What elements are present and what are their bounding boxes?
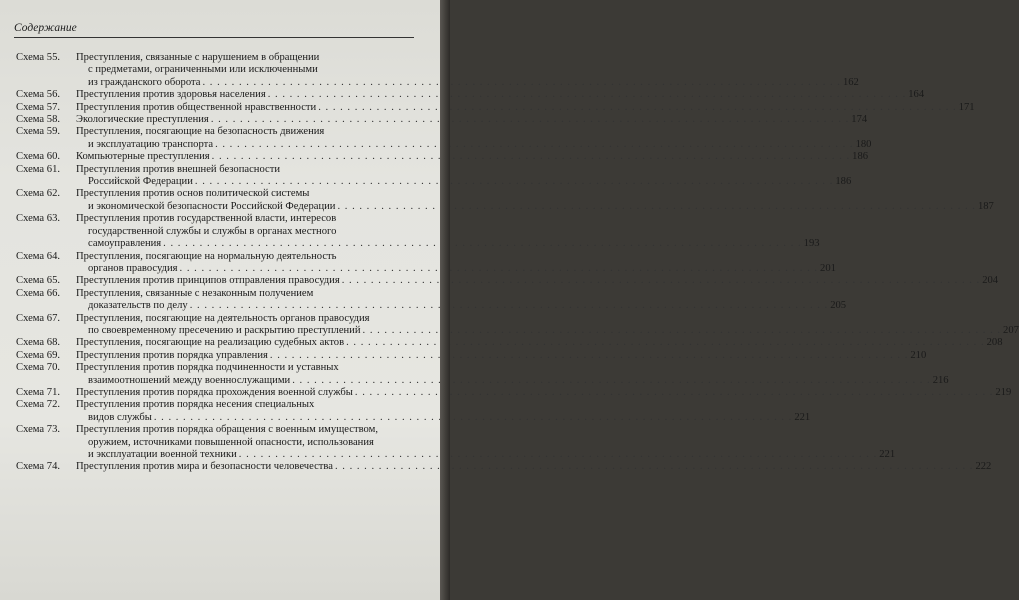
toc-entry-title-line: Преступления против общественной нравственности (76, 101, 317, 113)
toc-entry-page-number: 216 (932, 374, 949, 386)
toc-entry-title-line: доказательств по делу (88, 300, 188, 312)
toc-entry-number: Схема 60. (16, 151, 61, 163)
toc-entry-title-line: Преступления против принципов отправления правосудия (76, 275, 340, 287)
toc-entry-title-line: Преступления, посягающие на безопасность движения (76, 126, 325, 138)
toc-entry (16, 386, 1012, 399)
dot-leader (152, 412, 794, 424)
toc-entry (16, 461, 992, 473)
dot-leader (200, 77, 842, 89)
toc-entry (16, 362, 949, 387)
toc-entry-title-line: Преступления, посягающие на реализацию судебных актов (76, 337, 345, 349)
dot-leader (209, 114, 851, 126)
toc-entry-page-number: 193 (803, 238, 820, 250)
toc-entry-title-line: Экологические преступления (76, 114, 209, 126)
page-header: Содержание (14, 22, 414, 38)
toc-entry-page-number: 205 (830, 300, 847, 312)
toc-entry-page-number: 204 (982, 275, 999, 287)
toc-entry-title-line: Преступления против основ политической системы (76, 188, 310, 200)
toc-entry-page-number: 186 (852, 151, 869, 163)
dot-leader (193, 176, 835, 188)
toc-entry-number: Схема 61. (16, 163, 61, 175)
toc-entry (16, 114, 868, 126)
toc-entry-title-line: Преступления против здоровья населения (76, 89, 266, 101)
toc-entry (16, 399, 811, 424)
toc-entry-page-number: 187 (977, 200, 994, 212)
toc-entry-title-line: Преступления против государственной власти, интересов (76, 213, 337, 225)
toc-entry-title-line: Преступления, связанные с незаконным получением (76, 287, 314, 299)
toc-entry (16, 250, 836, 276)
toc-entry-number: Схема 67. (16, 312, 61, 324)
toc-entry (16, 287, 847, 313)
toc-entry-title-line: Преступления против внешней безопасности (76, 163, 281, 175)
dot-leader (335, 201, 977, 213)
toc-entry-number: Схема 73. (16, 424, 61, 436)
toc-entry (16, 151, 869, 163)
toc-entry-title-line: Преступления против мира и безопасности человечества (76, 461, 333, 473)
toc-entry-number: Схема 58. (16, 114, 61, 126)
toc-entry-number: Схема 69. (16, 349, 61, 361)
toc-entry-title-line: из гражданского оборота (88, 76, 201, 88)
toc-entry-number: Схема 59. (16, 126, 61, 138)
toc-entry-title-line: Преступления против порядка прохождения военной службы (76, 386, 353, 398)
toc-entry (16, 349, 927, 362)
dot-leader (316, 102, 958, 114)
toc-entry-number: Схема 74. (16, 461, 61, 473)
toc-entry-number: Схема 65. (16, 275, 61, 287)
toc-entry-title-line: Преступления, связанные с нарушением в обращении (76, 52, 320, 63)
toc-entry-title-line: оружием, источниками повышенной опасности, использования (88, 436, 374, 448)
dot-leader (340, 275, 982, 287)
toc-entry-number: Схема 64. (16, 250, 61, 262)
dot-leader (161, 238, 803, 250)
toc-entry-number: Схема 55. (16, 52, 61, 63)
toc-entry-page-number: 219 (995, 386, 1012, 398)
dot-leader (237, 449, 879, 461)
toc-entry-number: Схема 70. (16, 362, 61, 374)
toc-entry (16, 126, 872, 151)
toc-entry-page-number: 162 (842, 76, 859, 88)
toc-entry-page-number: 201 (820, 262, 836, 274)
toc-entry-title-line: видов службы (88, 411, 152, 423)
toc-entry-title-line: и эксплуатации военной техники (88, 449, 237, 460)
dot-leader (178, 263, 820, 275)
toc-entry-page-number: 180 (855, 138, 872, 150)
toc-entry-title-line: и эксплуатацию транспорта (88, 138, 214, 150)
toc-entry-title-line: Компьютерные преступления (76, 151, 210, 163)
toc-entry-title-line: взаимоотношений между военнослужащими (88, 374, 291, 386)
dot-leader (361, 325, 1003, 337)
toc-entry (16, 275, 999, 287)
toc-entry-number: Схема 57. (16, 101, 61, 113)
table-of-contents (16, 52, 1019, 474)
toc-entry (16, 424, 896, 461)
toc-entry-title-line: Преступления против порядка подчиненности и уставных (76, 362, 339, 374)
toc-entry-page-number: 171 (958, 101, 975, 113)
toc-entry (16, 89, 925, 101)
toc-entry-number: Схема 66. (16, 287, 61, 299)
toc-entry-number: Схема 71. (16, 386, 61, 398)
toc-entry-number: Схема 63. (16, 213, 61, 225)
toc-entry-page-number: 221 (879, 449, 896, 460)
toc-entry-page-number: 164 (908, 89, 925, 101)
dot-leader (333, 461, 975, 473)
dot-leader (290, 375, 932, 387)
toc-entry-title-line: Преступления, посягающие на нормальную деятельность (76, 250, 337, 262)
toc-entry-page-number: 221 (794, 411, 811, 423)
toc-entry-title-line: Преступления против порядка обращения с военным имуществом, (76, 424, 378, 436)
page-edge-shadow (440, 0, 450, 600)
toc-entry-page-number: 186 (835, 176, 852, 188)
dot-leader (188, 300, 830, 312)
toc-entry (16, 52, 859, 89)
toc-entry (16, 188, 994, 213)
toc-entry-number: Схема 68. (16, 337, 61, 349)
dot-leader (210, 151, 852, 163)
toc-entry-number: Схема 72. (16, 399, 61, 411)
toc-entry-title-line: государственной службы и службы в органах местного (88, 225, 337, 237)
toc-entry-title-line: с предметами, ограниченными или исключенными (88, 64, 318, 76)
dot-leader (213, 139, 855, 151)
toc-entry (16, 101, 975, 114)
toc-entry-number: Схема 56. (16, 89, 61, 101)
toc-entry-page-number: 210 (910, 349, 927, 361)
toc-entry (16, 163, 852, 189)
toc-entry-title-line: Преступления против порядка управления (76, 349, 268, 361)
dot-leader (266, 89, 908, 101)
toc-entry-title-line: Преступления против порядка несения специальных (76, 399, 315, 411)
toc-entry-title-line: по своевременному пресечению и раскрытию преступлений (88, 324, 361, 336)
toc-entry-page-number: 208 (986, 337, 1003, 349)
toc-entry-title-line: Российской Федерации (88, 176, 193, 188)
toc-entry (16, 312, 1019, 338)
toc-entry-page-number: 222 (975, 461, 992, 473)
toc-entry-title-line: самоуправления (88, 238, 162, 250)
toc-entry-title-line: Преступления, посягающие на деятельность органов правосудия (76, 312, 370, 324)
toc-entry-page-number: 174 (851, 114, 868, 126)
toc-entry-number: Схема 62. (16, 188, 61, 200)
toc-entry-title-line: и экономической безопасности Российской Федерации (88, 200, 336, 212)
toc-entry-title-line: органов правосудия (88, 262, 178, 274)
toc-entry (16, 213, 820, 250)
dot-leader (268, 350, 910, 362)
toc-entry-page-number: 207 (1003, 324, 1019, 336)
toc-entry (16, 337, 1003, 349)
